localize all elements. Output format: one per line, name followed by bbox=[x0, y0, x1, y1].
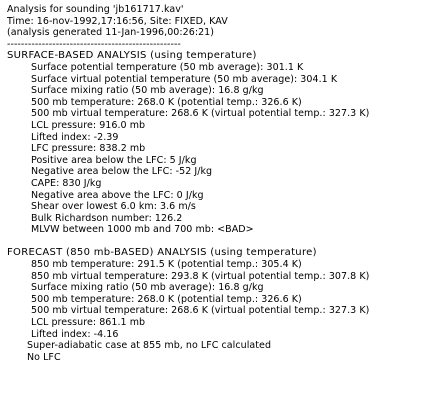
surface-line: CAPE: 830 J/kg bbox=[31, 177, 102, 189]
sounding-analysis-report bbox=[7, 4, 443, 363]
section-spacer bbox=[7, 236, 443, 248]
forecast-line: Surface mixing ratio (50 mb average): 16.8 g/kg bbox=[31, 282, 264, 294]
forecast-line: 850 mb temperature: 291.5 K (potential temp.: 305.4 K) bbox=[31, 259, 302, 271]
surface-line: 500 mb virtual temperature: 268.6 K (virtual potential temp.: 327.3 K) bbox=[31, 108, 370, 120]
surface-line: Negative area below the LFC: -52 J/kg bbox=[31, 166, 213, 178]
surface-line: Surface potential temperature (50 mb average): 301.1 K bbox=[31, 61, 304, 73]
forecast-line: 850 mb virtual temperature: 293.8 K (virtual potential temp.: 307.8 K) bbox=[31, 270, 370, 282]
surface-line: Surface mixing ratio (50 mb average): 16.8 g/kg bbox=[31, 85, 264, 97]
surface-line: Surface virtual potential temperature (50 mb average): 304.1 K bbox=[31, 73, 338, 85]
surface-line: MLVW between 1000 mb and 700 mb: <BAD> bbox=[31, 224, 254, 236]
surface-line: Negative area above the LFC: 0 J/kg bbox=[31, 189, 204, 201]
surface-line: Positive area below the LFC: 5 J/kg bbox=[31, 154, 197, 166]
surface-line: LCL pressure: 916.0 mb bbox=[31, 119, 146, 131]
forecast-line: 500 mb virtual temperature: 268.6 K (virtual potential temp.: 327.3 K) bbox=[31, 305, 370, 317]
forecast-note: No LFC bbox=[27, 351, 61, 363]
forecast-line: LCL pressure: 861.1 mb bbox=[31, 317, 146, 329]
surface-section-title: SURFACE-BASED ANALYSIS (using temperature) bbox=[7, 50, 257, 62]
report-generated: (analysis generated 11-Jan-1996,00:26:21) bbox=[7, 27, 215, 39]
surface-line: Lifted index: -2.39 bbox=[31, 131, 119, 143]
forecast-section-title: FORECAST (850 mb-BASED) ANALYSIS (using temperature) bbox=[7, 247, 317, 259]
report-title: Analysis for sounding 'jb161717.kav' bbox=[7, 4, 184, 15]
report-divider: -------------------------------------------------- bbox=[7, 38, 181, 50]
surface-line: Shear over lowest 6.0 km: 3.6 m/s bbox=[31, 201, 196, 213]
forecast-line: 500 mb temperature: 268.0 K (potential temp.: 326.6 K) bbox=[31, 293, 302, 305]
surface-line: Bulk Richardson number: 126.2 bbox=[31, 212, 183, 224]
report-time-site: Time: 16-nov-1992,17:16:56, Site: FIXED, KAV bbox=[7, 15, 228, 27]
surface-line: 500 mb temperature: 268.0 K (potential temp.: 326.6 K) bbox=[31, 96, 302, 108]
forecast-line: Lifted index: -4.16 bbox=[31, 328, 119, 340]
forecast-note: Super-adiabatic case at 855 mb, no LFC calculated bbox=[27, 340, 272, 352]
surface-line: LFC pressure: 838.2 mb bbox=[31, 143, 146, 155]
